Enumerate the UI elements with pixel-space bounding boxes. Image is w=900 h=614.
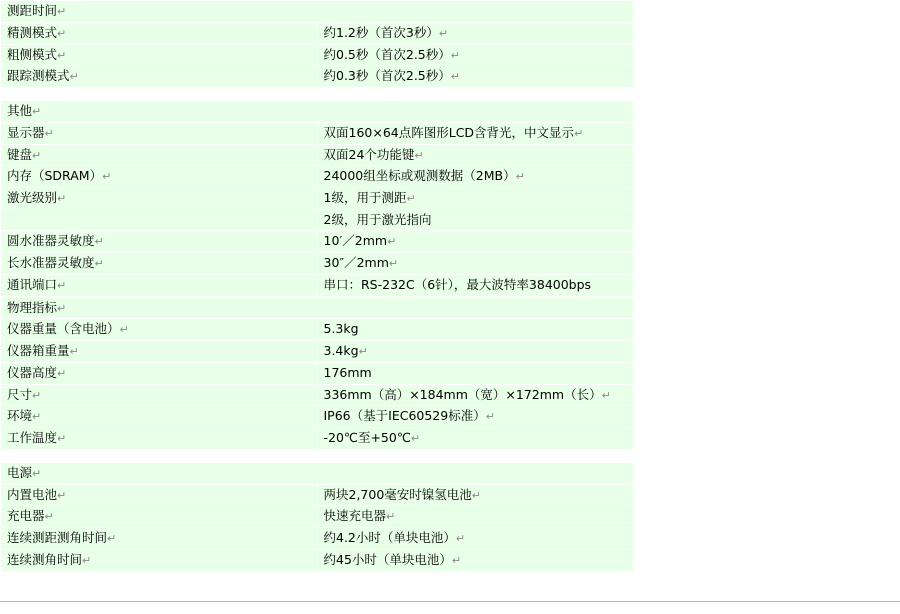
- row-value-text: 双面160×64点阵图形LCD含背光，中文显示: [323, 124, 575, 140]
- section-header-label: 物理指标: [7, 299, 58, 315]
- pilcrow-mark: ↵: [515, 170, 525, 184]
- row-value: [317, 274, 634, 296]
- row-label-text: 激光级别: [7, 190, 58, 205]
- row-label: [1, 22, 318, 44]
- table-row: [1, 428, 634, 450]
- pilcrow-mark: ↵: [387, 235, 397, 249]
- row-label-text: 精测模式: [7, 24, 58, 40]
- row-label: [1, 209, 318, 231]
- row-value: [317, 166, 634, 188]
- section-table-other: [0, 100, 634, 297]
- row-value: [317, 319, 634, 341]
- pilcrow-mark: ↵: [107, 532, 117, 546]
- section-header-cell: [1, 1, 634, 23]
- pilcrow-mark: ↵: [450, 70, 460, 84]
- pilcrow-mark: ↵: [57, 192, 67, 205]
- row-label: [1, 253, 318, 275]
- row-label-text: 长水准器灵敏度: [7, 255, 95, 271]
- row-label: [1, 341, 318, 363]
- row-value: [317, 484, 634, 506]
- row-label-text: 充电器: [7, 508, 45, 524]
- section-header-cell: [1, 297, 634, 319]
- row-value-text: 176mm: [323, 364, 372, 380]
- pilcrow-mark: ↵: [57, 432, 67, 446]
- section-header-cell: [1, 462, 634, 484]
- row-label: [1, 166, 318, 188]
- pilcrow-mark: ↵: [57, 48, 67, 62]
- pilcrow-mark: ↵: [574, 126, 584, 140]
- row-label-text: 内存（SDRAM）: [7, 168, 103, 184]
- row-value-text: 336mm（高）×184mm（宽）×172mm（长）: [323, 386, 602, 402]
- table-row: [1, 122, 634, 144]
- row-value-text: 约4.2小时（单块电池）: [323, 530, 456, 546]
- pilcrow-mark: ↵: [601, 388, 611, 402]
- pilcrow-mark: ↵: [82, 553, 92, 567]
- row-label: [1, 362, 318, 384]
- row-value-text: -20℃至+50℃: [323, 430, 411, 446]
- pilcrow-mark: ↵: [94, 235, 104, 249]
- pilcrow-mark: ↵: [69, 70, 79, 84]
- row-label: [1, 188, 318, 210]
- pilcrow-mark: ↵: [44, 510, 54, 524]
- pilcrow-mark: ↵: [119, 323, 129, 337]
- table-row: [1, 274, 634, 296]
- row-value: [317, 188, 634, 210]
- section-header-row: [1, 297, 634, 319]
- row-value: [317, 122, 634, 144]
- pilcrow-mark: ↵: [485, 410, 495, 424]
- table-row: [1, 341, 634, 363]
- row-value: [317, 506, 634, 528]
- pilcrow-mark: ↵: [44, 126, 54, 140]
- row-label-text: 内置电池: [7, 486, 58, 502]
- pilcrow-mark: ↵: [57, 488, 67, 502]
- table-body: [1, 297, 634, 449]
- table-row: [1, 506, 634, 528]
- table-row: [1, 406, 634, 428]
- pilcrow-mark: ↵: [57, 366, 67, 380]
- table-body: [1, 101, 634, 297]
- row-label-text: 仪器重量（含电池）: [7, 321, 120, 337]
- row-label-text: 仪器箱重量: [7, 343, 70, 359]
- pilcrow-mark: ↵: [57, 26, 67, 40]
- table-row: [1, 253, 634, 275]
- section-header-cell: [1, 101, 634, 123]
- row-label: [1, 144, 318, 166]
- row-label: [1, 66, 318, 88]
- row-label: [1, 549, 318, 571]
- pilcrow-mark: ↵: [455, 532, 466, 546]
- pilcrow-mark: ↵: [32, 466, 42, 480]
- table-row: [1, 166, 634, 188]
- row-value-text: 快速充电器: [323, 508, 387, 524]
- row-value-text: IP66（基于IEC60529标准）: [323, 408, 486, 424]
- row-value-text: 双面24个功能键: [323, 146, 415, 162]
- table-row: [1, 362, 634, 384]
- row-label: [1, 506, 318, 528]
- table-row: [1, 384, 634, 406]
- pilcrow-mark: ↵: [32, 410, 42, 424]
- row-label-text: 尺寸: [7, 386, 33, 402]
- row-value-text: 24000组坐标或观测数据（2MB）: [323, 168, 516, 184]
- section-table-ranging-time: [0, 0, 634, 88]
- section-spacer: [0, 450, 634, 462]
- row-label: [1, 528, 318, 550]
- table-row: [1, 549, 634, 571]
- row-label-text: 通讯端口: [7, 276, 58, 292]
- table-row: [1, 188, 634, 210]
- row-label-text: 连续测角时间: [7, 551, 83, 567]
- section-header-label: 其他: [7, 103, 33, 118]
- row-label: [1, 122, 318, 144]
- row-value-text: 10′／2mm: [323, 233, 388, 249]
- section-header-row: [1, 101, 634, 123]
- table-row: [1, 209, 634, 231]
- pilcrow-mark: ↵: [94, 257, 104, 271]
- row-value-text: 30″／2mm: [323, 255, 389, 271]
- table-row: [1, 44, 634, 66]
- row-value-text: 5.3kg: [323, 321, 359, 337]
- row-label: [1, 274, 318, 296]
- table-row: [1, 528, 634, 550]
- row-value: [317, 231, 634, 253]
- row-label-text: 仪器高度: [7, 364, 58, 380]
- pilcrow-mark: ↵: [386, 510, 396, 524]
- pilcrow-mark: ↵: [57, 301, 67, 315]
- row-value: [317, 209, 634, 231]
- row-label-text: 粗侧模式: [7, 46, 58, 62]
- page-bottom-rule: [0, 601, 900, 602]
- row-label: [1, 406, 318, 428]
- row-value-text: 约0.5秒（首次2.5秒）: [323, 46, 451, 62]
- row-label: [1, 44, 318, 66]
- row-label-text: 圆水准器灵敏度: [7, 233, 95, 249]
- row-label-text: 连续测距测角时间: [7, 530, 108, 546]
- table-row: [1, 231, 634, 253]
- row-value: [317, 428, 634, 450]
- row-value: [317, 253, 634, 275]
- section-table-physical-specs: [0, 297, 634, 450]
- row-value: [317, 406, 634, 428]
- row-label: [1, 231, 318, 253]
- row-value-text: 约45小时（单块电池）: [323, 551, 452, 567]
- pilcrow-mark: ↵: [57, 278, 67, 292]
- pilcrow-mark: ↵: [450, 48, 460, 62]
- pilcrow-mark: ↵: [438, 26, 449, 40]
- table-body: [1, 1, 634, 88]
- row-label-text: 键盘: [7, 146, 33, 162]
- row-label: [1, 428, 318, 450]
- row-value: [317, 66, 634, 88]
- row-value: [317, 362, 634, 384]
- pilcrow-mark: ↵: [102, 170, 112, 184]
- table-row: [1, 22, 634, 44]
- row-value-text: 3.4kg: [323, 343, 359, 359]
- pilcrow-mark: ↵: [32, 148, 42, 162]
- row-value: [317, 44, 634, 66]
- pilcrow-mark: ↵: [388, 257, 399, 271]
- table-row: [1, 484, 634, 506]
- row-label-text: 跟踪测模式: [7, 68, 70, 84]
- row-value-text: 1级，用于测距: [323, 190, 407, 205]
- row-value-text: 两块2,700毫安时镍氢电池: [323, 486, 472, 502]
- table-row: [1, 144, 634, 166]
- row-label: [1, 384, 318, 406]
- row-value-text: 约0.3秒（首次2.5秒）: [323, 68, 451, 84]
- row-value: [317, 144, 634, 166]
- pilcrow-mark: ↵: [32, 388, 42, 402]
- row-value: [317, 384, 634, 406]
- row-label-text: 工作温度: [7, 430, 58, 446]
- row-value-text: 串口：RS-232C（6针），最大波特率38400bps: [323, 276, 592, 292]
- table-body: [1, 462, 634, 571]
- pilcrow-mark: ↵: [414, 148, 424, 162]
- row-label-text: 显示器: [7, 124, 45, 140]
- row-label-text: 环境: [7, 408, 33, 424]
- row-label: [1, 484, 318, 506]
- pilcrow-mark: ↵: [358, 345, 368, 359]
- pilcrow-mark: ↵: [32, 105, 42, 118]
- row-value-text: 约1.2秒（首次3秒）: [323, 24, 439, 40]
- section-header-label: 电源: [7, 464, 33, 480]
- section-header-row: [1, 1, 634, 23]
- section-header-row: [1, 462, 634, 484]
- section-header-label: 测距时间: [7, 3, 58, 18]
- row-value: [317, 341, 634, 363]
- row-value: [317, 549, 634, 571]
- pilcrow-mark: ↵: [69, 345, 79, 359]
- pilcrow-mark: ↵: [471, 488, 482, 502]
- section-table-power-supply: [0, 462, 634, 572]
- row-value-text: 2级，用于激光指向: [323, 211, 432, 227]
- row-value: [317, 22, 634, 44]
- pilcrow-mark: ↵: [451, 553, 462, 567]
- section-spacer: [0, 88, 634, 100]
- table-row: [1, 319, 634, 341]
- pilcrow-mark: ↵: [57, 5, 67, 18]
- table-row: [1, 66, 634, 88]
- row-value: [317, 528, 634, 550]
- pilcrow-mark: ↵: [406, 192, 416, 205]
- row-label: [1, 319, 318, 341]
- pilcrow-mark: ↵: [410, 432, 421, 446]
